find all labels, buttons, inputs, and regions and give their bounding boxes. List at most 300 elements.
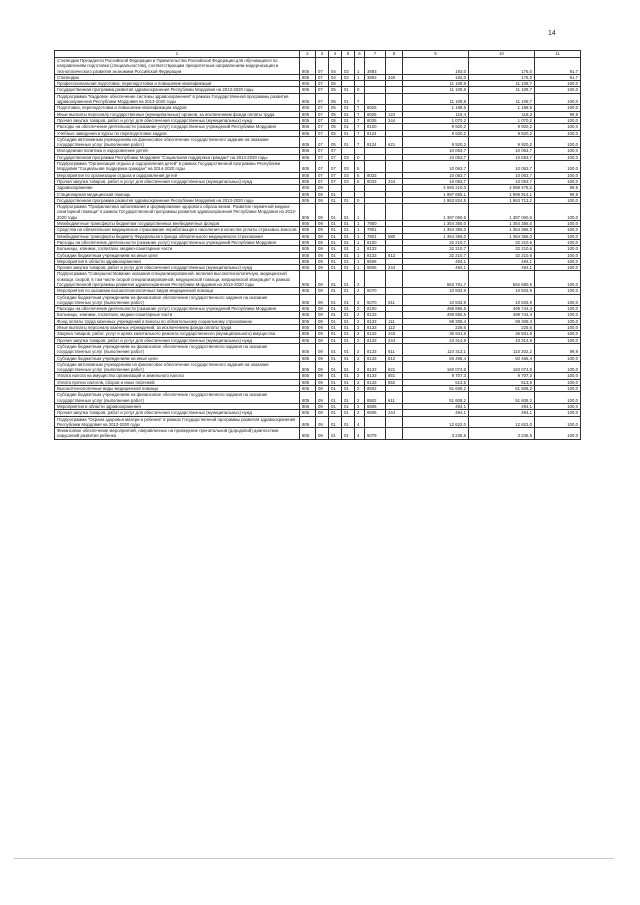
cell-col-2: 805 — [300, 111, 316, 117]
cell-col-4: 07 — [329, 148, 342, 154]
cell-col-2: 805 — [300, 172, 316, 178]
row-description: Высокотехнологичные виды медицинской помощи — [55, 386, 300, 392]
cell-col-9: 9 707,3 — [403, 373, 469, 379]
cell-col-9: 494,1 — [403, 265, 469, 271]
cell-col-9: 10 063,7 — [403, 148, 469, 154]
cell-col-11: 100,0 — [535, 379, 581, 385]
cell-col-3: 09 — [316, 197, 329, 203]
cell-col-3: 09 — [316, 361, 329, 373]
cell-col-10: 32 210,6 — [469, 246, 535, 252]
cell-col-2: 805 — [300, 252, 316, 258]
cell-col-4: 01 — [329, 428, 342, 440]
cell-col-11: 100,0 — [535, 355, 581, 361]
cell-col-7: 8124 — [365, 130, 386, 136]
cell-col-8: 612 — [386, 355, 403, 361]
row-description: Субсидии бюджетным учреждениям на финансовое обеспечение государственного задания на оказание государственных услуг (выполнение работ) — [55, 343, 300, 355]
cell-col-6: 2 — [355, 386, 365, 392]
cell-col-10: 494,1 — [469, 403, 535, 409]
cell-col-5: 01 — [342, 117, 355, 123]
cell-col-3: 09 — [316, 392, 329, 404]
table-row — [55, 416, 581, 428]
cell-col-10: 499 744,4 — [469, 306, 535, 312]
cell-col-7: 7901 — [365, 227, 386, 233]
cell-col-4: 01 — [329, 318, 342, 324]
row-description: Иные выплаты персоналу государственных (муниципальных) органов, за исключением фонда оплаты труда — [55, 111, 300, 117]
cell-col-6: 0 — [355, 87, 365, 93]
cell-col-10: 494,1 — [469, 410, 535, 416]
cell-col-2: 805 — [300, 197, 316, 203]
cell-col-5: 01 — [342, 239, 355, 245]
cell-col-10: 1 354 356,0 — [469, 221, 535, 227]
cell-col-10: 12 622,0 — [469, 416, 535, 428]
cell-col-3: 07 — [316, 172, 329, 178]
cell-col-3: 09 — [316, 271, 329, 288]
cell-col-7: 8133 — [365, 246, 386, 252]
cell-col-11: 99,9 — [535, 111, 581, 117]
cell-col-11: 100,0 — [535, 204, 581, 221]
cell-col-3: 07 — [316, 93, 329, 105]
cell-col-6: 7 — [355, 136, 365, 148]
cell-col-9: 10 063,7 — [403, 178, 469, 184]
cell-col-4: 05 — [329, 81, 342, 87]
cell-col-5: 03 — [342, 154, 355, 160]
cell-col-9: 1 997 655,1 — [403, 191, 469, 197]
cell-col-11: 100,0 — [535, 93, 581, 105]
cell-col-5: 02 — [342, 58, 355, 75]
cell-col-4: 01 — [329, 361, 342, 373]
cell-col-4: 01 — [329, 386, 342, 392]
cell-col-5: 03 — [342, 172, 355, 178]
cell-col-3: 07 — [316, 58, 329, 75]
cell-col-5: 01 — [342, 379, 355, 385]
cell-col-7: 5070 — [365, 288, 386, 294]
row-description: Учебные заведения и курсы по переподготовке кадров — [55, 130, 300, 136]
cell-col-4: 01 — [329, 392, 342, 404]
cell-col-7 — [365, 93, 386, 105]
row-description: Мероприятия в области здравоохранения — [55, 258, 300, 264]
cell-col-11: 100,0 — [535, 271, 581, 288]
cell-col-4: 04 — [329, 58, 342, 75]
cell-col-7: 7900 — [365, 221, 386, 227]
cell-col-11: 100,0 — [535, 246, 581, 252]
row-description: Субсидии бюджетным учреждениям на финансовое обеспечение государственного задания на оказание государственных услуг (выполнение работ) — [55, 392, 300, 404]
cell-col-11: 100,0 — [535, 403, 581, 409]
cell-col-7: 8133 — [365, 252, 386, 258]
row-description: Расходы на обеспечение деятельности (оказание услуг) государственных учреждений Республики Мордовия — [55, 306, 300, 312]
cell-col-9: 10 833,9 — [403, 294, 469, 306]
row-description: Мероприятия по оказанию высокотехнологичных видов медицинской помощи — [55, 288, 300, 294]
cell-col-9: 12 622,0 — [403, 416, 469, 428]
cell-col-8 — [386, 428, 403, 440]
table-row — [55, 428, 581, 440]
cell-col-6: 5 — [355, 178, 365, 184]
cell-col-3: 07 — [316, 130, 329, 136]
cell-col-10: 10 063,7 — [469, 161, 535, 173]
cell-col-7: 8606 — [365, 403, 386, 409]
cell-col-9: 32 210,7 — [403, 239, 469, 245]
column-header-9: 9 — [403, 51, 469, 58]
cell-col-10: 11 108,7 — [469, 87, 535, 93]
cell-col-3: 09 — [316, 246, 329, 252]
cell-col-6: 7 — [355, 124, 365, 130]
cell-col-2: 805 — [300, 325, 316, 331]
cell-col-6: 4 — [355, 428, 365, 440]
cell-col-10: 176,0 — [469, 74, 535, 80]
table-row — [55, 392, 581, 404]
cell-col-7: 5079 — [365, 428, 386, 440]
cell-col-11: 91,7 — [535, 74, 581, 80]
cell-col-8 — [386, 161, 403, 173]
cell-col-11: 100,0 — [535, 361, 581, 373]
cell-col-4: 01 — [329, 271, 342, 288]
cell-col-9: 118,4 — [403, 111, 469, 117]
cell-col-4: 01 — [329, 343, 342, 355]
cell-col-5: 01 — [342, 271, 355, 288]
cell-col-5: 01 — [342, 306, 355, 312]
row-description: Прочая закупка товаров, работ и услуг для обеспечения государственных (муниципальных) нужд — [55, 178, 300, 184]
cell-col-10: 1 963 713,2 — [469, 197, 535, 203]
cell-col-10: 10 063,7 — [469, 154, 535, 160]
cell-col-6: 2 — [355, 271, 365, 288]
cell-col-9: 3 236,5 — [403, 428, 469, 440]
row-description: Уплата прочих налогов, сборов и иных платежей — [55, 379, 300, 385]
cell-col-11: 100,0 — [535, 227, 581, 233]
cell-col-9: 192,0 — [403, 58, 469, 75]
cell-col-10: 10 063,7 — [469, 178, 535, 184]
table-row — [55, 93, 581, 105]
cell-col-7: 5070 — [365, 294, 386, 306]
cell-col-9: 1 354 356,0 — [403, 221, 469, 227]
cell-col-8: 244 — [386, 117, 403, 123]
cell-col-2: 805 — [300, 331, 316, 337]
cell-col-9: 1 354 356,0 — [403, 227, 469, 233]
row-description: Прочая закупка товаров, работ и услуг для обеспечения государственных (муниципальных) нужд — [55, 337, 300, 343]
cell-col-10: 98 308,4 — [469, 318, 535, 324]
cell-col-4: 01 — [329, 379, 342, 385]
cell-col-6: 2 — [355, 306, 365, 312]
cell-col-10: 51 608,2 — [469, 392, 535, 404]
cell-col-2: 805 — [300, 337, 316, 343]
cell-col-7 — [365, 416, 386, 428]
cell-col-7: 8133 — [365, 325, 386, 331]
cell-col-3: 09 — [316, 312, 329, 318]
cell-col-2: 805 — [300, 392, 316, 404]
cell-col-7 — [365, 161, 386, 173]
cell-col-2: 805 — [300, 355, 316, 361]
cell-col-11: 100,0 — [535, 306, 581, 312]
column-header-1: 1 — [55, 51, 300, 58]
cell-col-10: 226,6 — [469, 325, 535, 331]
cell-col-7: 8025 — [365, 111, 386, 117]
cell-col-6: 1 — [355, 227, 365, 233]
column-header-6: 6 — [355, 51, 365, 58]
cell-col-7: 8502 — [365, 392, 386, 404]
cell-col-2: 805 — [300, 416, 316, 428]
cell-col-6: 2 — [355, 288, 365, 294]
cell-col-6: 2 — [355, 410, 365, 416]
cell-col-5: 01 — [342, 124, 355, 130]
cell-col-5: 01 — [342, 105, 355, 111]
cell-col-10: 118,3 — [469, 111, 535, 117]
row-description: Подпрограмма "Организация отдыха и оздоровления детей" в рамках Государственной программы Республики Мордовия "Социальная поддержка граждан" на 2014-2020 годы — [55, 161, 300, 173]
cell-col-11: 100,0 — [535, 410, 581, 416]
cell-col-5: 01 — [342, 361, 355, 373]
cell-col-2: 805 — [300, 233, 316, 239]
cell-col-4: 07 — [329, 172, 342, 178]
cell-col-2: 805 — [300, 239, 316, 245]
row-description: Средства на обязательное медицинское страхование неработающего населения в качестве уплаты страховых взносов — [55, 227, 300, 233]
cell-col-2: 805 — [300, 58, 316, 75]
cell-col-9: 110 313,1 — [403, 343, 469, 355]
cell-col-6: 2 — [355, 343, 365, 355]
table-row — [55, 343, 581, 355]
cell-col-2: 805 — [300, 87, 316, 93]
cell-col-11: 100,0 — [535, 197, 581, 203]
cell-col-10: 494,1 — [469, 258, 535, 264]
cell-col-6: 2 — [355, 294, 365, 306]
cell-col-8: 243 — [386, 331, 403, 337]
cell-col-6: 1 — [355, 258, 365, 264]
cell-col-2: 805 — [300, 386, 316, 392]
cell-col-3: 09 — [316, 379, 329, 385]
cell-col-11: 100,0 — [535, 331, 581, 337]
cell-col-4: 07 — [329, 154, 342, 160]
cell-col-2: 805 — [300, 185, 316, 191]
cell-col-8: 851 — [386, 373, 403, 379]
cell-col-9: 1 188,6 — [403, 105, 469, 111]
cell-col-10: 43 314,8 — [469, 337, 535, 343]
cell-col-10: 494,1 — [469, 265, 535, 271]
cell-col-3: 09 — [316, 288, 329, 294]
row-description: Расходы на обеспечение деятельности (оказание услуг) государственных учреждений Республики Мордовия — [55, 239, 300, 245]
cell-col-4: 05 — [329, 136, 342, 148]
cell-col-9: 10 063,7 — [403, 161, 469, 173]
cell-col-11: 99,9 — [535, 185, 581, 191]
cell-col-5: 01 — [342, 318, 355, 324]
cell-col-3: 09 — [316, 294, 329, 306]
row-description: Профессиональная подготовка, переподготовка и повышение квалификации — [55, 81, 300, 87]
row-description: Государственная программа развития здравоохранения Республики Мордовия на 2013-2020 годы — [55, 87, 300, 93]
cell-col-11: 100,0 — [535, 87, 581, 93]
cell-col-5: 01 — [342, 386, 355, 392]
cell-col-8: 340 — [386, 74, 403, 80]
cell-col-4: 01 — [329, 221, 342, 227]
cell-col-3: 09 — [316, 221, 329, 227]
cell-col-5: 01 — [342, 288, 355, 294]
cell-col-4: 01 — [329, 312, 342, 318]
column-header-5: 5 — [342, 51, 355, 58]
cell-col-11: 100,0 — [535, 252, 581, 258]
cell-col-9: 1 070,2 — [403, 117, 469, 123]
column-header-10: 10 — [469, 51, 535, 58]
cell-col-6: 1 — [355, 265, 365, 271]
cell-col-9: 1 354 356,0 — [403, 233, 469, 239]
cell-col-3: 07 — [316, 136, 329, 148]
cell-col-11: 100,0 — [535, 392, 581, 404]
cell-col-3: 07 — [316, 117, 329, 123]
cell-col-8: 612 — [386, 252, 403, 258]
cell-col-10: 9 920,2 — [469, 124, 535, 130]
cell-col-3: 09 — [316, 386, 329, 392]
cell-col-9: 98 308,4 — [403, 318, 469, 324]
cell-col-8: 580 — [386, 233, 403, 239]
cell-col-11: 100,0 — [535, 386, 581, 392]
cell-col-5: 01 — [342, 227, 355, 233]
cell-col-4: 01 — [329, 265, 342, 271]
cell-col-4: 05 — [329, 93, 342, 105]
cell-col-2: 805 — [300, 258, 316, 264]
cell-col-7: 8025 — [365, 105, 386, 111]
cell-col-11: 100,0 — [535, 337, 581, 343]
cell-col-10: 32 210,6 — [469, 252, 535, 258]
cell-col-9: 494,1 — [403, 258, 469, 264]
cell-col-6: 7 — [355, 111, 365, 117]
row-description: Субсидии бюджетным учреждениям на финансовое обеспечение государственного задания на оказание государственных услуг (выполнение работ) — [55, 294, 300, 306]
cell-col-11: 100,0 — [535, 428, 581, 440]
cell-col-2: 805 — [300, 379, 316, 385]
cell-col-5: 01 — [342, 252, 355, 258]
table-row — [55, 271, 581, 288]
row-description: Межбюджетные трансферты бюджету Федерального фонда обязательного медицинского страхования — [55, 233, 300, 239]
cell-col-10: 51 608,2 — [469, 386, 535, 392]
cell-col-9: 1 387 060,6 — [403, 204, 469, 221]
cell-col-10: 1 188,5 — [469, 105, 535, 111]
cell-col-10: 513,5 — [469, 379, 535, 385]
cell-col-11: 100,0 — [535, 124, 581, 130]
cell-col-2: 805 — [300, 428, 316, 440]
row-description: Субсидии бюджетным учреждениям на иные цели — [55, 252, 300, 258]
cell-col-11: 100,0 — [535, 154, 581, 160]
row-description: Субсидии автономным учреждениям на финансовое обеспечение государственного задания на оказание государственных услуг (выполнение работ) — [55, 361, 300, 373]
cell-col-2: 805 — [300, 124, 316, 130]
cell-col-7: 8133 — [365, 361, 386, 373]
cell-col-3: 09 — [316, 258, 329, 264]
cell-col-5: 01 — [342, 428, 355, 440]
cell-col-3: 09 — [316, 239, 329, 245]
row-description: Подготовка, переподготовка и повышение квалификации кадров — [55, 105, 300, 111]
row-description: Финансовое обеспечение мероприятий, направленных на проведение пренатальной (дородовой) диагностики нарушений развития ребенка — [55, 428, 300, 440]
cell-col-5: 01 — [342, 312, 355, 318]
cell-col-6: 4 — [355, 416, 365, 428]
cell-col-8: 621 — [386, 136, 403, 148]
cell-col-2: 805 — [300, 105, 316, 111]
cell-col-9: 51 608,2 — [403, 392, 469, 404]
cell-col-3: 09 — [316, 416, 329, 428]
cell-col-11: 100,0 — [535, 161, 581, 173]
cell-col-4: 01 — [329, 403, 342, 409]
cell-col-11: 100,0 — [535, 105, 581, 111]
table-header-row — [55, 51, 581, 58]
cell-col-3: 09 — [316, 306, 329, 312]
cell-col-6: 2 — [355, 312, 365, 318]
cell-col-11: 100,0 — [535, 294, 581, 306]
cell-col-3: 07 — [316, 124, 329, 130]
cell-col-9: 10 063,7 — [403, 172, 469, 178]
cell-col-5: 01 — [342, 410, 355, 416]
cell-col-2: 805 — [300, 306, 316, 312]
cell-col-10: 32 210,6 — [469, 239, 535, 245]
cell-col-2: 805 — [300, 117, 316, 123]
cell-col-6: 2 — [355, 379, 365, 385]
cell-col-7: 8033 — [365, 178, 386, 184]
cell-col-6: 2 — [355, 318, 365, 324]
cell-col-4: 01 — [329, 410, 342, 416]
cell-col-3: 07 — [316, 178, 329, 184]
row-description: Подпрограмма "Совершенствование оказания специализированной, включая высокотехнологичную, медицинской помощи, скорой, в том числе скорой специализированной, медицинской помощи, медицинской эвакуации" в рамках Государственной программы развития здравоохранения Республики Мордовия на 2013-2020 годы — [55, 271, 300, 288]
cell-col-5: 01 — [342, 331, 355, 337]
cell-col-6: 0 — [355, 154, 365, 160]
cell-col-3: 09 — [316, 227, 329, 233]
cell-col-11: 100,0 — [535, 288, 581, 294]
cell-col-9: 513,5 — [403, 379, 469, 385]
row-description: Больницы, клиники, госпитали, медико-санитарные части — [55, 312, 300, 318]
cell-col-2: 805 — [300, 361, 316, 373]
cell-col-6: 2 — [355, 355, 365, 361]
cell-col-4: 01 — [329, 373, 342, 379]
cell-col-4: 01 — [329, 355, 342, 361]
cell-col-7: 8606 — [365, 258, 386, 264]
cell-col-9: 494,1 — [403, 403, 469, 409]
cell-col-7: 8133 — [365, 331, 386, 337]
cell-col-6: 5 — [355, 172, 365, 178]
cell-col-11: 99,9 — [535, 191, 581, 197]
cell-col-8: 621 — [386, 361, 403, 373]
cell-col-9: 11 108,8 — [403, 87, 469, 93]
table-row — [55, 204, 581, 221]
cell-col-9: 50 465,4 — [403, 355, 469, 361]
cell-col-2: 805 — [300, 81, 316, 87]
cell-col-9: 51 608,2 — [403, 386, 469, 392]
cell-col-10: 11 108,7 — [469, 81, 535, 87]
budget-table — [54, 50, 581, 440]
cell-col-2: 805 — [300, 93, 316, 105]
cell-col-4: 01 — [329, 239, 342, 245]
row-description: Межбюджетные трансферты бюджетам государственных внебюджетных фондов — [55, 221, 300, 227]
cell-col-2: 805 — [300, 373, 316, 379]
cell-col-4: 01 — [329, 204, 342, 221]
row-description: Закупка товаров, работ, услуг в целях капитального ремонта государственного (муниципального) имущества — [55, 331, 300, 337]
cell-col-8: 611 — [386, 343, 403, 355]
column-header-8: 8 — [386, 51, 403, 58]
cell-col-4: 05 — [329, 87, 342, 93]
cell-col-4: 01 — [329, 325, 342, 331]
cell-col-11: 91,7 — [535, 58, 581, 75]
cell-col-6: 1 — [355, 58, 365, 75]
cell-col-2: 805 — [300, 312, 316, 318]
cell-col-4: 05 — [329, 111, 342, 117]
cell-col-7: 8133 — [365, 337, 386, 343]
column-header-2: 2 — [300, 51, 316, 58]
cell-col-10: 562 680,6 — [469, 271, 535, 288]
cell-col-9: 499 855,5 — [403, 312, 469, 318]
cell-col-3: 09 — [316, 428, 329, 440]
cell-col-11: 100,0 — [535, 373, 581, 379]
row-description: Мероприятия в области здравоохранения — [55, 403, 300, 409]
cell-col-9: 11 108,8 — [403, 93, 469, 105]
cell-col-9: 192,0 — [403, 74, 469, 80]
cell-col-7: 3893 — [365, 58, 386, 75]
cell-col-11: 100,0 — [535, 178, 581, 184]
cell-col-6: 5 — [355, 161, 365, 173]
cell-col-11: 100,0 — [535, 130, 581, 136]
row-description: Подпрограмма "Кадровое обеспечение системы здравоохранения" в рамках Государственной программы развития здравоохранения Республики Мордовия на 2013-2020 годы — [55, 93, 300, 105]
cell-col-7: 8025 — [365, 117, 386, 123]
table-row — [55, 294, 581, 306]
cell-col-3: 09 — [316, 343, 329, 355]
row-description: Иные выплаты персоналу казенных учреждений, за исключением фонда оплаты труда — [55, 325, 300, 331]
row-description: Подпрограмма "Профилактика заболеваний и формирование здорового образа жизни. Развитие первичной медико-санитарной помощи" в рамках Государственной программы развития здравоохранения Республики Мордовия на 2013-2020 годы — [55, 204, 300, 221]
cell-col-7: 8133 — [365, 373, 386, 379]
